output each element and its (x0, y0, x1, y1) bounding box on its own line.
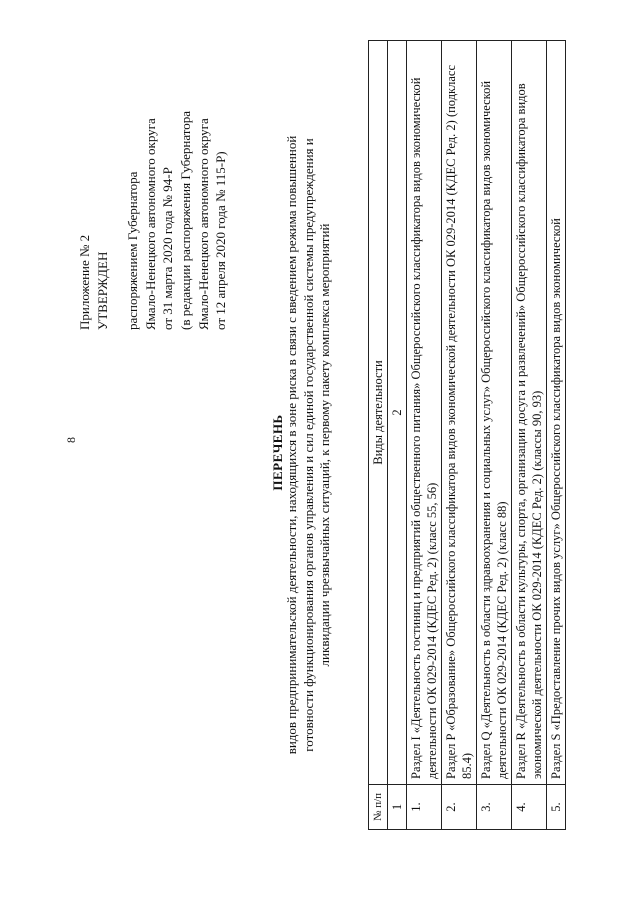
row-num: 1. (407, 785, 442, 830)
approval-line-3: распоряжением Губернатора (125, 171, 141, 330)
row-text: Раздел P «Образование» Общероссийского классификатора видов экономической деятельности ОК 029-2014 (КДЕС Ред. 2) (подкласс 85.4) (442, 41, 477, 785)
approval-line-7: Ямало-Ненецкого автономного округа (195, 118, 211, 330)
index-num: 1 (388, 785, 407, 830)
table-row (512, 41, 547, 830)
index-activity: 2 (388, 41, 407, 785)
row-num: 3. (477, 785, 512, 830)
row-text: Раздел I «Деятельность гостиниц и предприятий общественного питания» Общероссийского классификатора видов экономической деятельности ОК 029-2014 (КДЕС Ред. 2) (класс 55, 56) (407, 41, 442, 785)
table-row (477, 41, 512, 830)
approval-line-4: Ямало-Ненецкого автономного округа (142, 118, 158, 330)
row-num: 5. (547, 785, 566, 830)
row-num: 4. (512, 785, 547, 830)
document-title: ПЕРЕЧЕНЬ (270, 414, 285, 491)
row-num: 2. (442, 785, 477, 830)
header-activity: Виды деятельности (369, 41, 388, 785)
page-number: 8 (64, 437, 78, 443)
activities-table (368, 40, 566, 830)
table-header-row (369, 41, 388, 830)
table-row (407, 41, 442, 830)
approval-approved-line: УТВЕРЖДЕН (94, 251, 110, 330)
row-text: Раздел S «Предоставление прочих видов услуг» Общероссийского классификатора видов экономической (547, 41, 566, 785)
header-num: № п/п (369, 785, 388, 830)
row-text: Раздел Q «Деятельность в области здравоохранения и социальных услуг» Общероссийского классификатора видов экономической деятельности ОК 029-2014 (КДЕС Ред. 2) (класс 88) (477, 41, 512, 785)
approval-block (76, 30, 230, 330)
approval-appendix-line: Приложение № 2 (77, 234, 92, 330)
row-text: Раздел R «Деятельность в области культуры, спорта, организации досуга и развлечений» Общероссийского классификатора видов экономической деятельности ОК 029-2014 (КДЕС Ред. 2) (классы 90, 93) (512, 41, 547, 785)
table-row (442, 41, 477, 830)
document-subtitle: видов предпринимательской деятельности, находящихся в зоне риска в связи с введением режима повышенной готовности функционирования органов управления и сил единой государственной системы предупреждения и ликвидации чрезвычайных ситуаций, к первому пакету комплекса мероприятий (284, 135, 332, 755)
table-row (547, 41, 566, 830)
table-index-row (388, 41, 407, 830)
approval-line-5: от 31 марта 2020 года № 94-Р (160, 167, 176, 330)
approval-line-8: от 12 апреля 2020 года № 115-Р) (213, 151, 229, 330)
approval-line-6: (в редакции распоряжения Губернатора (177, 110, 193, 330)
